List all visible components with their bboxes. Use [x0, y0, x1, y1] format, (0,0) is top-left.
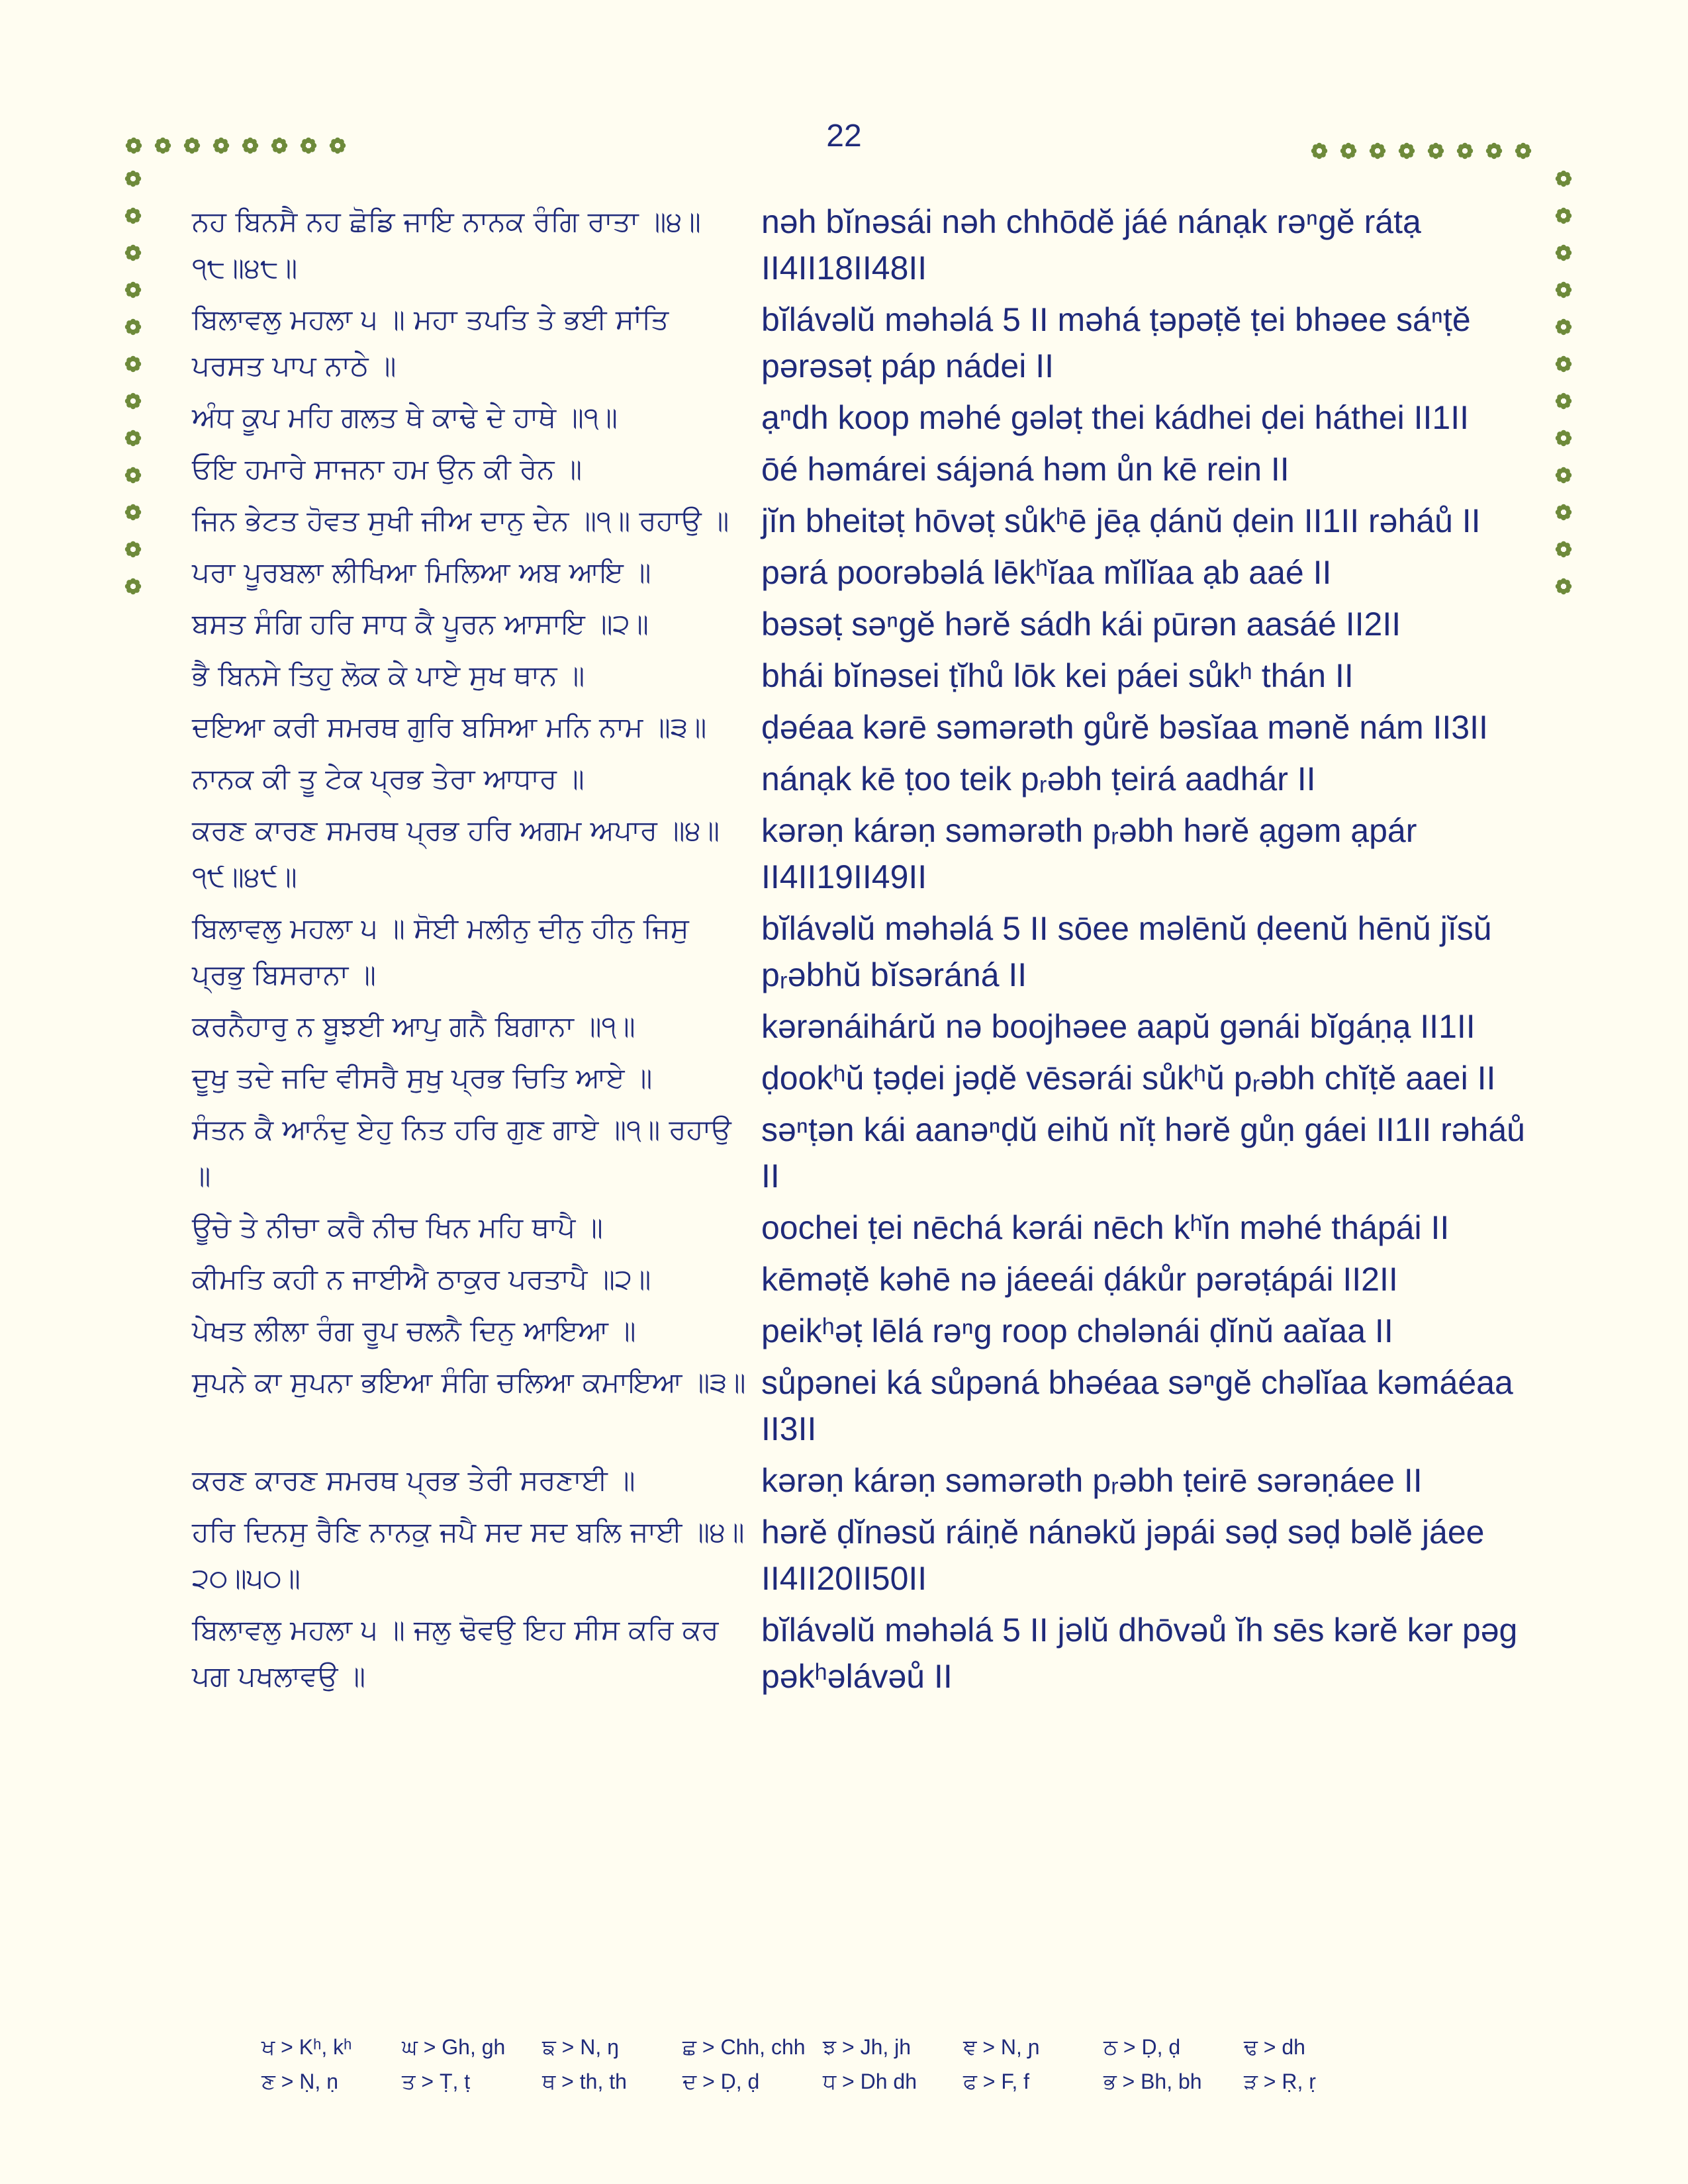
legend-item: ਦ > Ḍ, ḍ [682, 2070, 760, 2093]
transliteration-text: kərənáihárŭ nə boojhəee aapŭ gənái bĭgáṇạ II1II [761, 1008, 1476, 1045]
flower-icon [123, 280, 143, 300]
gurmukhi-text: ਭੈ ਬਿਨਸੇ ਤਿਹੁ ਲੋਕ ਕੇ ਪਾਏ ਸੁਖ ਥਾਨ ॥ [192, 659, 585, 692]
flower-icon [1554, 465, 1573, 485]
flower-icon [299, 136, 318, 156]
legend-item: ਢ > dh [1244, 2035, 1305, 2059]
gurmukhi-text: ਬਿਲਾਵਲੁ ਮਹਲਾ ੫ ॥ ਜਲੁ ਢੋਵਉ ਇਹ ਸੀਸ ਕਰਿ ਕਰ ਪਗ ਪਖਲਾਵਉ ॥ [192, 1614, 719, 1692]
gurmukhi-text: ਸੰਤਨ ਕੈ ਆਨੰਦੁ ਏਹੁ ਨਿਤ ਹਰਿ ਗੁਣ ਗਾਏ ॥੧॥ ਰਹਾਉ ॥ [192, 1113, 731, 1192]
gurmukhi-text: ਹਰਿ ਦਿਨਸੁ ਰੈਣਿ ਨਾਨਕੁ ਜਪੈ ਸਦ ਸਦ ਬਲਿ ਜਾਈ ॥੪॥੨੦॥੫੦॥ [192, 1516, 745, 1594]
verse-row [192, 704, 1542, 751]
flower-icon [1554, 206, 1573, 226]
flower-icon [1397, 141, 1417, 161]
gurmukhi-text: ਬਸਤ ਸੰਗਿ ਹਰਿ ਸਾਧ ਕੈ ਪੂਰਨ ਆਸਾਇ ॥੨॥ [192, 608, 649, 640]
flower-icon [1554, 317, 1573, 337]
verse-row [192, 1607, 1542, 1700]
transliteration-text: kərəṇ kárəṇ səmərəth pᵣəbh hərĕ ạgəm ạpár II4II19II49II [761, 812, 1417, 895]
legend-item: ਤ > Ṭ, ṭ [402, 2070, 471, 2093]
flower-icon [123, 317, 143, 337]
transliteration-text: ạⁿdh koop məhé gələṭ thei kádhei ḍei háthei II1II [761, 399, 1469, 436]
verse-table [192, 199, 1542, 1705]
legend-item: ਫ > F, f [963, 2070, 1030, 2093]
flower-icon [153, 136, 173, 156]
flower-icon [1455, 141, 1475, 161]
verse-row [192, 1457, 1542, 1504]
transliteration-text: bəsəṭ səⁿgĕ hərĕ sádh kái pūrən aasáé II2II [761, 606, 1401, 643]
gurmukhi-text: ਪੇਖਤ ਲੀਲਾ ਰੰਗ ਰੂਪ ਚਲਨੈ ਦਿਨੁ ਆਇਆ ॥ [192, 1314, 636, 1347]
verse-row [192, 1055, 1542, 1101]
legend-row [261, 2070, 1519, 2104]
verse-row [192, 653, 1542, 699]
gurmukhi-text: ਦੂਖੁ ਤਦੇ ਜਦਿ ਵੀਸਰੈ ਸੁਖੁ ਪ੍ਰਭ ਚਿਤਿ ਆਏ ॥ [192, 1062, 653, 1094]
transliteration-text: hərĕ ḍĭnəsŭ ráiṇĕ nánəkŭ jəpái səḍ səḍ bəlĕ jáee II4II20II50II [761, 1514, 1485, 1597]
transliteration-text: jĭn bheitəṭ hōvəṭ sůkʰē jēạ ḍánŭ ḍein II1II rəháů II [761, 502, 1481, 539]
verse-row [192, 1205, 1542, 1251]
gurmukhi-text: ਨਾਨਕ ਕੀ ਤੂ ਟੇਕ ਪ੍ਰਭ ਤੇਰਾ ਆਧਾਰ ॥ [192, 762, 585, 795]
page-number: 22 [826, 118, 862, 154]
flower-icon [1368, 141, 1387, 161]
gurmukhi-text: ਕੀਮਤਿ ਕਹੀ ਨ ਜਾਈਐ ਠਾਕੁਰ ਪਰਤਾਪੈ ॥੨॥ [192, 1263, 651, 1295]
transliteration-text: kərəṇ kárəṇ səmərəth pᵣəbh ṭeirē sərəṇáee II [761, 1462, 1423, 1499]
verse-row [192, 807, 1542, 900]
flower-icon [123, 391, 143, 411]
transliteration-text: nəh bĭnəsái nəh chhōdĕ jáé nánạk rəⁿgĕ rátạ II4II18II48II [761, 203, 1421, 287]
flower-icon [1554, 428, 1573, 448]
legend-item: ਞ > N, ɲ [963, 2035, 1040, 2059]
transliteration-text: sůpənei ká sůpəná bhəéaa səⁿgĕ chəlĭaa kəmáéaa II3II [761, 1364, 1513, 1447]
gurmukhi-text: ਪਰਾ ਪੂਰਬਲਾ ਲੀਖਿਆ ਮਿਲਿਆ ਅਬ ਆਇ ॥ [192, 556, 651, 588]
verse-row [192, 1003, 1542, 1050]
flower-icon [123, 539, 143, 559]
flower-icon [240, 136, 260, 156]
legend-item: ਣ > Ṇ, ṇ [261, 2070, 338, 2093]
gurmukhi-text: ਜਿਨ ਭੇਟਤ ਹੋਵਤ ਸੁਖੀ ਜੀਅ ਦਾਨੁ ਦੇਨ ॥੧॥ ਰਹਾਉ ॥ [192, 504, 729, 537]
transliteration-text: bĭlávəlŭ məhəlá 5 II məhá ṭəpəṭĕ ṭei bhəee sáⁿṭĕ pərəsəṭ páp nádei II [761, 301, 1471, 385]
verse-row [192, 498, 1542, 544]
verse-row [192, 296, 1542, 389]
flower-icon [1554, 354, 1573, 374]
legend-row [261, 2035, 1519, 2070]
legend-item: ਧ > Dh dh [823, 2070, 917, 2093]
flower-icon [1513, 141, 1533, 161]
legend-item: ਝ > Jh, jh [823, 2035, 912, 2059]
transliteration-text: oochei ṭei nēchá kərái nēch kʰĭn məhé thápái II [761, 1209, 1450, 1246]
flower-icon [1554, 502, 1573, 522]
legend-item: ਥ > th, th [542, 2070, 627, 2093]
verse-row [192, 199, 1542, 291]
transliteration-text: səⁿṭən kái aanəⁿḍŭ eihŭ nĭṭ hərĕ gůṇ gáei II1II rəháů II [761, 1111, 1525, 1195]
gurmukhi-text: ਅੰਧ ਕੂਪ ਮਹਿ ਗਲਤ ਥੇ ਕਾਢੇ ਦੇ ਹਾਥੇ ॥੧॥ [192, 401, 618, 433]
transliteration-text: ḍookʰŭ ṭəḍei jəḍĕ vēsərái sůkʰŭ pᵣəbh chĭṭĕ aaei II [761, 1060, 1496, 1097]
legend-item: ਖ > Kʰ, kʰ [261, 2035, 352, 2059]
transliteration-text: bĭlávəlŭ məhəlá 5 II sōee məlēnŭ ḍeenŭ hēnŭ jĭsŭ pᵣəbhŭ bĭsəráná II [761, 910, 1492, 993]
transliteration-legend [261, 2035, 1519, 2104]
flower-icon [328, 136, 348, 156]
flower-icon [1554, 243, 1573, 263]
flower-icon [123, 576, 143, 596]
transliteration-text: kēməṭĕ kəhē nə jáeeái ḍákůr pərəṭápái II2II [761, 1261, 1398, 1298]
gurmukhi-text: ਕਰਣ ਕਾਰਣ ਸਮਰਥ ਪ੍ਰਭ ਹਰਿ ਅਗਮ ਅਪਾਰ ॥੪॥੧੯॥੪੯॥ [192, 814, 720, 893]
gurmukhi-text: ਦਇਆ ਕਰੀ ਸਮਰਥ ਗੁਰਿ ਬਸਿਆ ਮਨਿ ਨਾਮ ॥੩॥ [192, 711, 707, 743]
flower-icon [123, 465, 143, 485]
gurmukhi-text: ਬਿਲਾਵਲੁ ਮਹਲਾ ੫ ॥ ਮਹਾ ਤਪਤਿ ਤੇ ਭਈ ਸਾਂਤਿ ਪਰਸਤ ਪਾਪ ਨਾਠੇ ॥ [192, 303, 669, 382]
transliteration-text: peikʰəṭ lēlá rəⁿg roop chələnái ḍĭnŭ aaĭaa II [761, 1312, 1393, 1349]
flower-icon [1554, 169, 1573, 189]
gurmukhi-text: ਊਚੇ ਤੇ ਨੀਚਾ ਕਰੈ ਨੀਚ ਖਿਨ ਮਹਿ ਥਾਪੈ ॥ [192, 1211, 603, 1244]
verse-row [192, 1359, 1542, 1452]
flower-icon [124, 136, 144, 156]
left-ornament-column [123, 169, 147, 596]
flower-icon [123, 243, 143, 263]
flower-icon [1554, 391, 1573, 411]
verse-row [192, 756, 1542, 802]
transliteration-text: ōé həmárei sájəná həm ůn kē rein II [761, 451, 1289, 488]
flower-icon [182, 136, 202, 156]
flower-icon [123, 169, 143, 189]
gurmukhi-text: ਕਰਨੈਹਾਰੁ ਨ ਬੂਝਈ ਆਪੁ ਗਨੈ ਬਿਗਾਨਾ ॥੧॥ [192, 1010, 635, 1042]
right-ornament-column [1554, 169, 1577, 596]
flower-icon [123, 428, 143, 448]
gurmukhi-text: ਓਇ ਹਮਾਰੇ ਸਾਜਨਾ ਹਮ ਉਨ ਕੀ ਰੇਨ ॥ [192, 453, 583, 485]
legend-item: ਛ > Chh, chh [682, 2035, 806, 2059]
legend-item: ੜ > Ṛ, ṛ [1244, 2070, 1316, 2093]
flower-icon [123, 354, 143, 374]
verse-row [192, 1308, 1542, 1354]
flower-icon [1554, 539, 1573, 559]
flower-icon [1309, 141, 1329, 161]
transliteration-text: pərá poorəbəlá lēkʰĭaa mĭlĭaa ạb aaé II [761, 554, 1332, 591]
flower-icon [1554, 280, 1573, 300]
gurmukhi-text: ਸੁਪਨੇ ਕਾ ਸੁਪਨਾ ਭਇਆ ਸੰਗਿ ਚਲਿਆ ਕਮਾਇਆ ॥੩॥ [192, 1366, 746, 1398]
flower-icon [269, 136, 289, 156]
flower-icon [211, 136, 231, 156]
flower-icon [1338, 141, 1358, 161]
verse-row [192, 1107, 1542, 1199]
gurmukhi-text: ਨਹ ਬਿਨਸੈ ਨਹ ਛੋਡਿ ਜਾਇ ਨਾਨਕ ਰੰਗਿ ਰਾਤਾ ॥੪॥੧੮॥੪੮॥ [192, 205, 701, 284]
gurmukhi-text: ਬਿਲਾਵਲੁ ਮਹਲਾ ੫ ॥ ਸੋਈ ਮਲੀਨੁ ਦੀਨੁ ਹੀਨੁ ਜਿਸੁ ਪ੍ਰਭੁ ਬਿਸਰਾਨਾ ॥ [192, 912, 689, 991]
transliteration-text: bĭlávəlŭ məhəlá 5 II jəlŭ dhōvəů ĭh sēs kərĕ kər pəg pəkʰəlávəů II [761, 1612, 1518, 1695]
verse-row [192, 549, 1542, 596]
verse-row [192, 1256, 1542, 1302]
legend-item: ਠ > Ḍ, ḍ [1103, 2035, 1181, 2059]
top-left-ornament-row [124, 136, 348, 159]
verse-row [192, 601, 1542, 647]
transliteration-text: nánạk kē ṭoo teik pᵣəbh ṭeirá aadhár II [761, 760, 1316, 797]
flower-icon [1426, 141, 1446, 161]
transliteration-text: bhái bĭnəsei ṭĭhů lōk kei páei sůkʰ thán II [761, 657, 1354, 694]
legend-item: ਭ > Bh, bh [1103, 2070, 1202, 2093]
verse-row [192, 446, 1542, 492]
flower-icon [1484, 141, 1504, 161]
flower-icon [1554, 576, 1573, 596]
legend-item: ਙ > N, ŋ [542, 2035, 619, 2059]
top-right-ornament-row [1309, 141, 1533, 165]
verse-row [192, 905, 1542, 998]
gurmukhi-text: ਕਰਣ ਕਾਰਣ ਸਮਰਥ ਪ੍ਰਭ ਤੇਰੀ ਸਰਣਾਈ ॥ [192, 1464, 635, 1496]
transliteration-text: ḍəéaa kərē səmərəth gůrĕ bəsĭaa mənĕ nám II3II [761, 709, 1488, 746]
flower-icon [123, 502, 143, 522]
verse-row [192, 394, 1542, 441]
flower-icon [123, 206, 143, 226]
verse-row [192, 1509, 1542, 1602]
legend-item: ਘ > Gh, gh [402, 2035, 506, 2059]
